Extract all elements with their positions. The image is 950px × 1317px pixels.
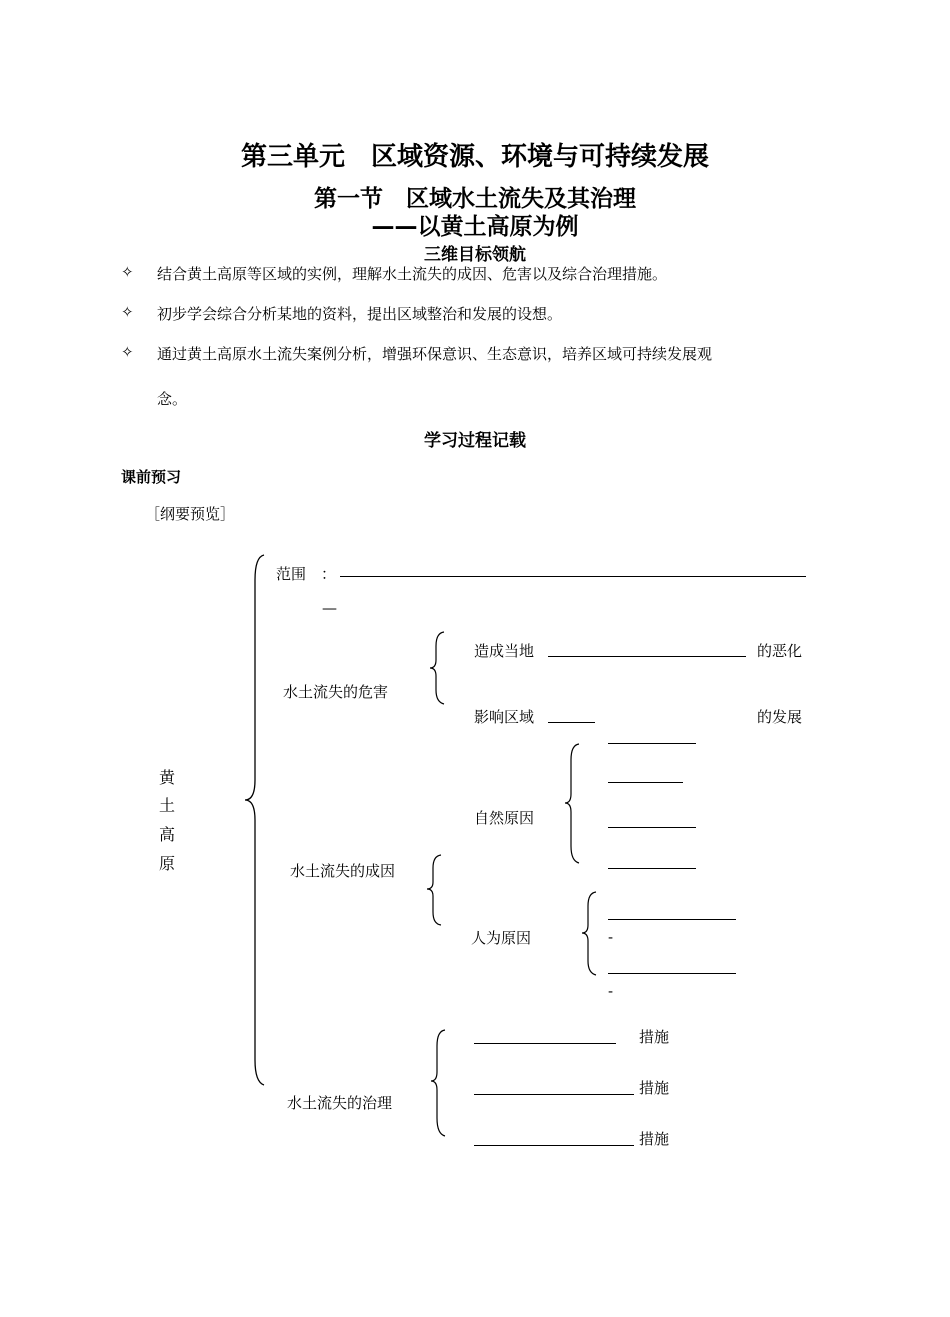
goal-text: 结合黄土高原等区域的实例，理解水土流失的成因、危害以及综合治理措施。	[157, 265, 668, 283]
harm-item1-blank[interactable]	[548, 656, 746, 657]
human-blank[interactable]	[608, 919, 736, 920]
goal-text-continuation: 念。	[157, 390, 188, 408]
harm-item1-suffix: 的恶化	[757, 642, 803, 660]
scope-dash: —	[322, 599, 337, 617]
root-char: 高	[159, 825, 176, 844]
outline-label: ［纲要预览］	[145, 505, 236, 523]
human-dash: -	[608, 982, 614, 1000]
goal-bullet-icon: ✧	[121, 343, 134, 361]
treatment-brace	[431, 1030, 445, 1136]
natural-blank[interactable]	[608, 827, 696, 828]
section-title: 第一节 区域水土流失及其治理	[314, 186, 636, 212]
harm-item1-prefix: 造成当地	[474, 642, 535, 660]
causes-brace	[427, 855, 441, 925]
root-char: 原	[159, 854, 176, 873]
harm-item2-suffix: 的发展	[757, 708, 803, 726]
treatment-blank[interactable]	[474, 1094, 634, 1095]
harm-item2-blank[interactable]	[548, 722, 595, 723]
process-heading: 学习过程记载	[424, 431, 526, 451]
main-brace	[245, 555, 264, 1085]
harm-brace	[430, 632, 444, 704]
natural-brace	[565, 744, 579, 863]
goal-text: 初步学会综合分析某地的资料，提出区域整治和发展的设想。	[157, 305, 563, 323]
goal-text: 通过黄土高原水土流失案例分析，增强环保意识、生态意识，培养区域可持续发展观	[157, 345, 713, 363]
treatment-blank[interactable]	[474, 1145, 634, 1146]
natural-cause-label: 自然原因	[474, 809, 535, 827]
scope-label: 范围 ：	[276, 565, 337, 583]
root-char: 黄	[159, 768, 176, 787]
root-char: 土	[159, 796, 176, 815]
treatment-label: 水土流失的治理	[287, 1094, 393, 1112]
human-blank[interactable]	[608, 973, 736, 974]
preview-heading: 课前预习	[121, 468, 182, 486]
human-cause-label: 人为原因	[471, 929, 532, 947]
goals-heading: 三维目标领航	[424, 245, 526, 265]
goal-bullet-icon: ✧	[121, 263, 134, 281]
harm-item2-prefix: 影响区域	[474, 708, 535, 726]
treatment-suffix: 措施	[639, 1028, 670, 1046]
human-dash: -	[608, 928, 614, 946]
human-brace	[582, 892, 596, 975]
scope-blank[interactable]	[340, 576, 806, 577]
natural-blank[interactable]	[608, 782, 683, 783]
natural-blank[interactable]	[608, 868, 696, 869]
natural-blank[interactable]	[608, 743, 696, 744]
treatment-suffix: 措施	[639, 1130, 670, 1148]
harm-label: 水土流失的危害	[283, 683, 389, 701]
section-subtitle: ——以黄土高原为例	[371, 214, 579, 240]
causes-label: 水土流失的成因	[290, 862, 396, 880]
unit-title: 第三单元 区域资源、环境与可持续发展	[240, 142, 709, 172]
goal-bullet-icon: ✧	[121, 303, 134, 321]
treatment-blank[interactable]	[474, 1043, 616, 1044]
treatment-suffix: 措施	[639, 1079, 670, 1097]
